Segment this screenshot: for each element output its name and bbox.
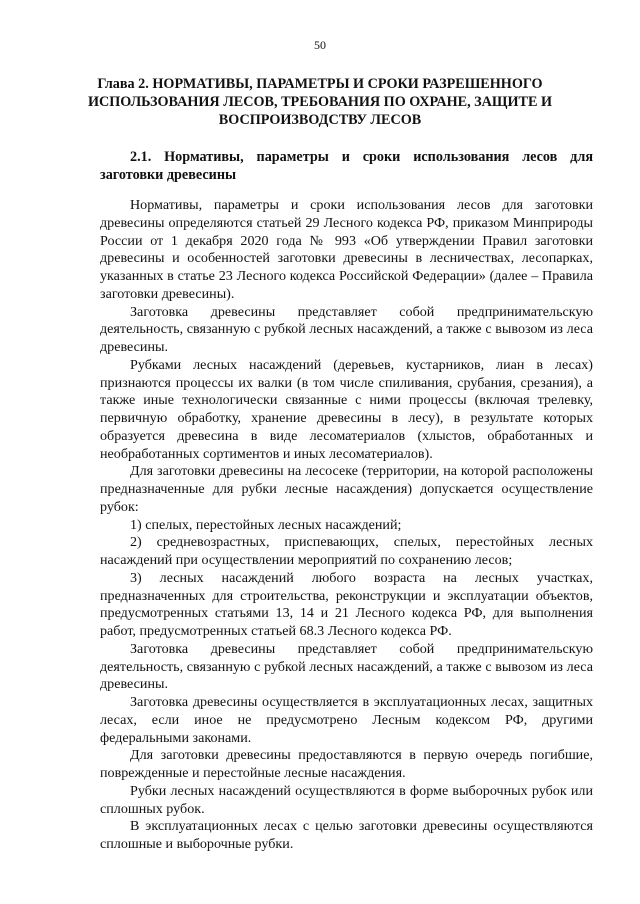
- paragraph: Заготовка древесины представляет собой предпринимательскую деятельность, связанную с рубкой лесных насаждений, а также с вывозом из леса древесины.: [100, 640, 593, 693]
- list-item: 3) лесных насаждений любого возраста на лесных участках, предназначенных для строительства, реконструкции и эксплуатации объектов, предусмотренных статьями 13, 14 и 21 Лесного кодекса РФ, для выполнения работ, предусмотренных статьей 68.3 Лесного кодекса РФ.: [100, 569, 593, 639]
- body-text: [100, 197, 593, 854]
- paragraph: Рубки лесных насаждений осуществляются в форме выборочных рубок или сплошных рубок.: [100, 782, 593, 817]
- paragraph: Заготовка древесины представляет собой предпринимательскую деятельность, связанную с рубкой лесных насаждений, а также с вывозом из леса древесины.: [100, 303, 593, 355]
- paragraph: Для заготовки древесины на лесосеке (территории, на которой расположены предназначенные для рубки лесные насаждения) допускается осуществление рубок:: [100, 463, 593, 515]
- paragraph: Нормативы, параметры и сроки использования лесов для заготовки древесины определяются статьей 29 Лесного кодекса РФ, приказом Минприроды России от 1 декабря 2020 года № 993 «Об утверждении Правил заготовки древесины и особенностей заготовки древесины в лесничествах, лесопарках, указанных в статье 23 Лесного кодекса Российской Федерации» (далее – Правила заготовки древесины).: [100, 197, 593, 302]
- paragraph: Для заготовки древесины предоставляются в первую очередь погибшие, поврежденные и перестойные лесные насаждения.: [100, 747, 593, 781]
- page-number: 50: [314, 38, 326, 52]
- section-title-text: 2.1. Нормативы, параметры и сроки использования лесов для заготовки древесины: [100, 149, 593, 183]
- paragraph: Заготовка древесины осуществляется в эксплуатационных лесах, защитных лесах, если иное не предусмотрено Лесным кодексом РФ, другими федеральными законами.: [100, 694, 593, 746]
- section-title: [100, 149, 593, 185]
- list-item: 2) средневозрастных, приспевающих, спелых, перестойных лесных насаждений при осуществлении мероприятий по сохранению лесов;: [100, 534, 593, 568]
- paragraph: Рубками лесных насаждений (деревьев, кустарников, лиан в лесах) признаются процессы их валки (в том числе спиливания, срубания, срезания), а также иные технологически связанные с ними процессы (включая трелевку, первичную обработку, хранение древесины в лесу), в результате которых образуется древесина в виде лесоматериалов (хлыстов, обработанных и необработанных сортиментов и иных лесоматериалов).: [100, 356, 593, 462]
- list-item: 1) спелых, перестойных лесных насаждений;: [130, 516, 402, 533]
- chapter-title: Глава 2. НОРМАТИВЫ, ПАРАМЕТРЫ И СРОКИ РАЗРЕШЕННОГО ИСПОЛЬЗОВАНИЯ ЛЕСОВ, ТРЕБОВАНИЯ ПО ОХРАНЕ, ЗАЩИТЕ И ВОСПРОИЗВОДСТВУ ЛЕСОВ: [87, 76, 553, 128]
- paragraph: В эксплуатационных лесах с целью заготовки древесины осуществляются сплошные и выборочные рубки.: [100, 818, 593, 852]
